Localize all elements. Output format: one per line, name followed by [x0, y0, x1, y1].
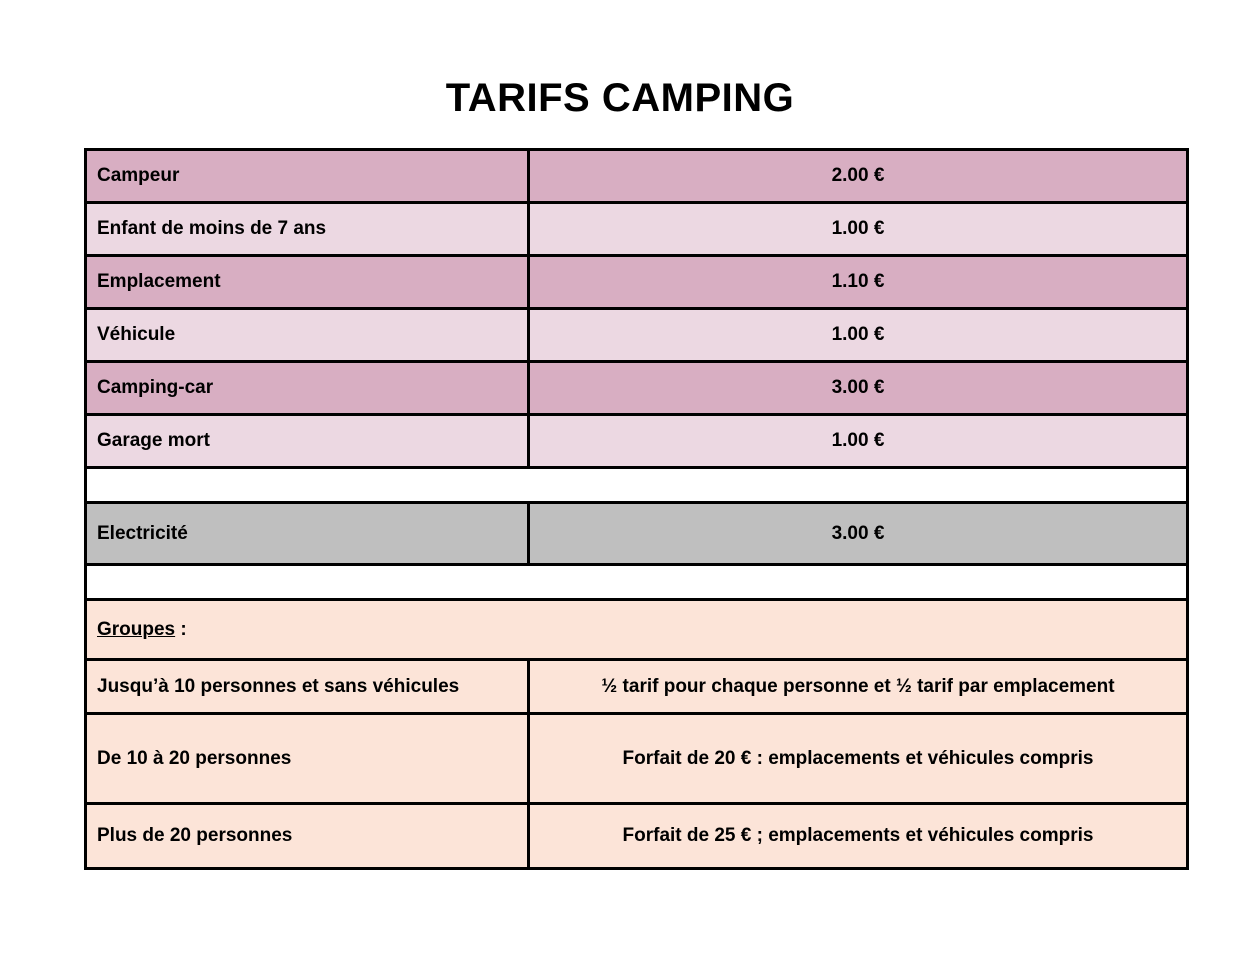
table-row [86, 309, 1188, 362]
table-row [86, 150, 1188, 203]
groups-heading-suffix: : [175, 618, 187, 640]
row-value: 1.00 € [529, 415, 1188, 468]
groups-heading-row [86, 600, 1188, 660]
electricity-value: 3.00 € [529, 503, 1188, 565]
table-row [86, 362, 1188, 415]
group-value: ½ tarif pour chaque personne et ½ tarif par emplacement [529, 660, 1188, 714]
table-row [86, 804, 1188, 869]
table-row [86, 203, 1188, 256]
table-row [86, 415, 1188, 468]
groups-heading-cell [86, 600, 1188, 660]
group-value: Forfait de 25 € ; emplacements et véhicules compris [529, 804, 1188, 869]
row-label: Véhicule [86, 309, 529, 362]
row-value: 3.00 € [529, 362, 1188, 415]
groups-heading: Groupes [97, 618, 176, 640]
group-label: Plus de 20 personnes [86, 804, 529, 869]
group-label: Jusqu’à 10 personnes et sans véhicules [86, 660, 529, 714]
group-value: Forfait de 20 € : emplacements et véhicules compris [529, 714, 1188, 804]
spacer-cell [86, 565, 1188, 600]
electricity-row [86, 503, 1188, 565]
row-value: 1.00 € [529, 309, 1188, 362]
electricity-label: Electricité [86, 503, 529, 565]
row-value: 1.00 € [529, 203, 1188, 256]
table-row [86, 256, 1188, 309]
row-value: 2.00 € [529, 150, 1188, 203]
spacer-row [86, 565, 1188, 600]
row-label: Garage mort [86, 415, 529, 468]
row-label: Emplacement [86, 256, 529, 309]
group-label: De 10 à 20 personnes [86, 714, 529, 804]
table-row [86, 660, 1188, 714]
row-value: 1.10 € [529, 256, 1188, 309]
table-row [86, 714, 1188, 804]
row-label: Campeur [86, 150, 529, 203]
row-label: Camping-car [86, 362, 529, 415]
spacer-cell [86, 468, 1188, 503]
tariff-table [84, 148, 1189, 870]
spacer-row [86, 468, 1188, 503]
page-title: TARIFS CAMPING [445, 76, 795, 120]
row-label: Enfant de moins de 7 ans [86, 203, 529, 256]
